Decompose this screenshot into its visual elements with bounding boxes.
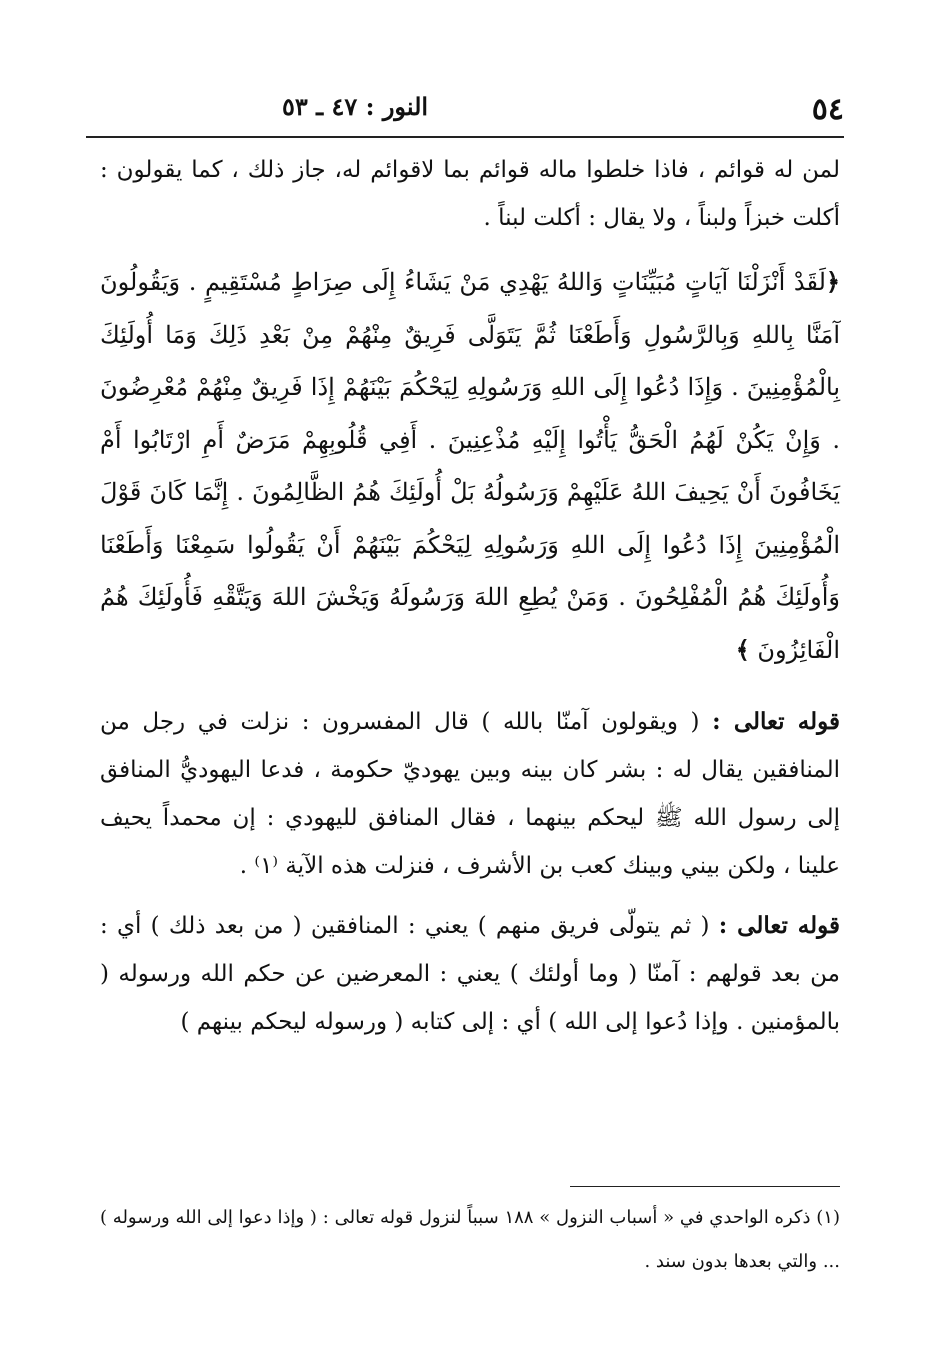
commentary-paragraph bbox=[100, 902, 840, 1046]
commentary-paragraph bbox=[100, 698, 840, 890]
running-head: النور : ٤٧ ـ ٥٣ bbox=[281, 92, 429, 121]
commentary-text: ( ويقولون آمنّا بالله ) قال المفسرون : نزلت في رجل من المنافقين يقال له : بشر كان بينه وبين يهوديّ حكومة ، فدعا اليهوديُّ المنافق إلى رسول الله ﷺ ليحكم بينهما ، فقال المنافق لليهودي : إن محمداً يحيف علينا ، ولكن بيني وبينك كعب بن الأشرف ، فنزلت هذه الآية ⁽١⁾ . bbox=[100, 709, 840, 879]
quran-passage bbox=[100, 256, 840, 676]
footnote-rule bbox=[570, 1186, 840, 1187]
quran-open-bracket: ﴿ bbox=[825, 267, 840, 296]
paragraph-continuation: لمن له قوائم ، فاذا خلطوا ماله قوائم بما لاقوائم له، جاز ذلك ، كما يقولون : أكلت خبزاً ولبناً ، ولا يقال : أكلت لبناً . bbox=[100, 157, 840, 231]
page-header bbox=[86, 86, 844, 126]
page-number: ٥٤ bbox=[811, 92, 844, 127]
body-text bbox=[100, 146, 840, 1046]
quran-close-bracket: ﴾ bbox=[735, 634, 750, 664]
commentary-lead: قوله تعالى : bbox=[712, 708, 840, 735]
footnote: (١) ذكره الواحدي في « أسباب النزول » ١٨٨ سبباً لنزول قوله تعالى : ( وإذا دعوا إلى الله ورسوله ) ... والتي بعدها بدون سند . bbox=[100, 1207, 840, 1272]
commentary-text: ( ثم يتولّى فريق منهم ) يعني : المنافقين ( من بعد ذلك ) أي : من بعد قولهم : آمنّا ( وما أولئك ) يعني : المعرضين عن حكم الله ورسوله ( بالمؤمنين . وإذا دُعوا إلى الله ) أي : إلى كتابه ( ورسوله ليحكم بينهم ) bbox=[100, 913, 840, 1035]
quran-text: لَقَدْ أَنْزَلْنَا آيَاتٍ مُبَيِّنَاتٍ وَاللهُ يَهْدِي مَنْ يَشَاءُ إِلَى صِرَاطٍ مُسْتَقِيمٍ . وَيَقُولُونَ آمَنَّا بِاللهِ وَبِالرَّسُولِ وَأَطَعْنَا ثُمَّ يَتَوَلَّى فَرِيقٌ مِنْهُمْ مِنْ بَعْدِ ذَلِكَ وَمَا أُولَئِكَ بِالْمُؤْمِنِينَ . وَإِذَا دُعُوا إِلَى اللهِ وَرَسُولِهِ لِيَحْكُمَ بَيْنَهُمْ إِذَا فَرِيقٌ مِنْهُمْ مُعْرِضُونَ . وَإِنْ يَكُنْ لَهُمُ الْحَقُّ يَأْتُوا إِلَيْهِ مُذْعِنِينَ . أَفِي قُلُوبِهِمْ مَرَضٌ أَمِ ارْتَابُوا أَمْ يَخَافُونَ أَنْ يَحِيفَ اللهُ عَلَيْهِمْ وَرَسُولُهُ بَلْ أُولَئِكَ هُمُ الظَّالِمُونَ . إِنَّمَا كَانَ قَوْلَ الْمُؤْمِنِينَ إِذَا دُعُوا إِلَى اللهِ وَرَسُولِهِ لِيَحْكُمَ بَيْنَهُمْ أَنْ يَقُولُوا سَمِعْنَا وَأَطَعْنَا وَأُولَئِكَ هُمُ الْمُفْلِحُونَ . وَمَنْ يُطِعِ اللهَ وَرَسُولَهُ وَيَخْشَ اللهَ وَيَتَّقْهِ فَأُولَئِكَ هُمُ الْفَائِزُونَ bbox=[100, 268, 840, 664]
commentary-lead: قوله تعالى : bbox=[718, 912, 841, 939]
header-rule bbox=[86, 136, 844, 138]
